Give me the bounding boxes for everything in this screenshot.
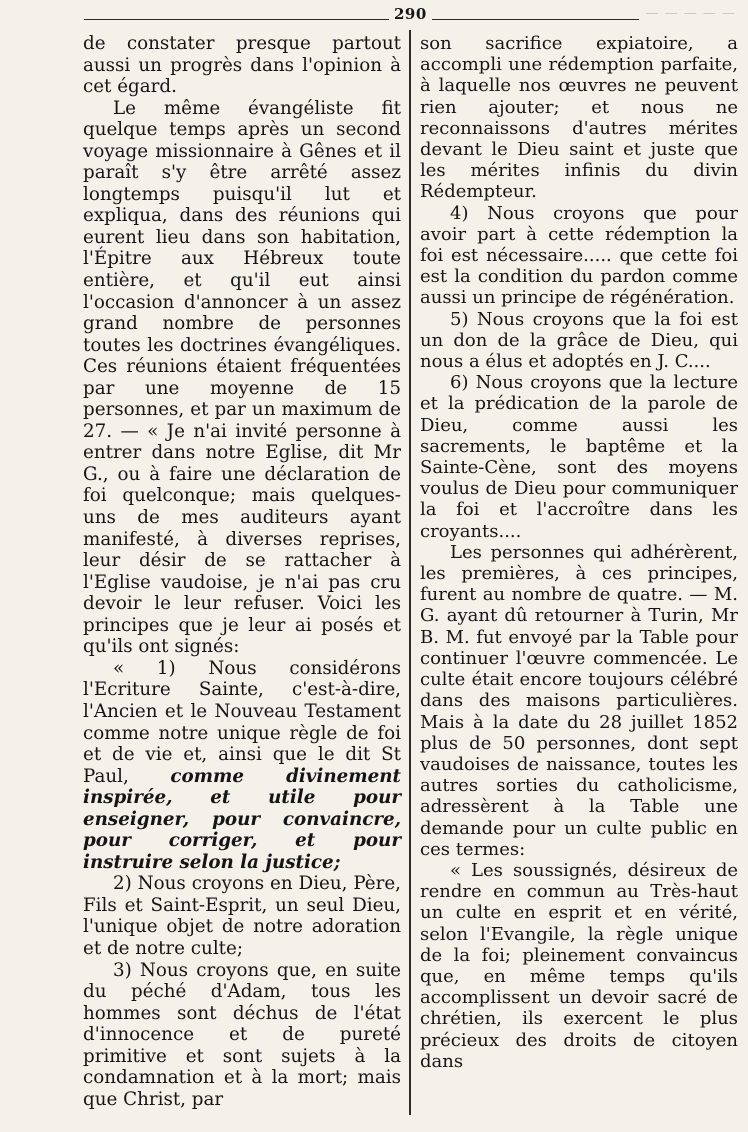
right-column — [420, 33, 738, 1072]
paragraph: « Les soussignés, désireux de rendre en commun au Très-haut un culte en esprit et en vérité, selon l'Evangile, la règle unique de la foi; pleinement convaincus que, en même temps qu'ils accomplissent un devoir sacré de chrétien, ils exercent le plus précieux des droits de citoyen dans — [420, 859, 738, 1072]
paragraph: de constater presque partout aussi un progrès dans l'opinion à cet égard. — [83, 33, 401, 98]
italic-quote: comme divinement inspirée, et utile pour enseigner, pour convaincre, pour corriger, et pour instruire selon la justice; — [83, 765, 401, 873]
paragraph — [83, 658, 401, 873]
column-divider — [409, 30, 411, 1115]
page-number: 290 — [389, 5, 432, 23]
left-column — [83, 33, 401, 1110]
paragraph: 5) Nous croyons que la foi est un don de la grâce de Dieu, qui nous a élus et adoptés en J. C.... — [420, 308, 738, 373]
paragraph: son sacrifice expiatoire, a accompli une rédemption parfaite, à laquelle nos œuvres ne peuvent rien ajouter; et nous ne reconnaissons d'autres mérites devant le Dieu saint et juste que les mérites infinis du divin Rédempteur. — [420, 33, 738, 203]
bleed-through-text: — — — — — — [639, 6, 736, 21]
paragraph: Les personnes qui adhérèrent, les premières, à ces principes, furent au nombre de quatre. — M. G. ayant dû retourner à Turin, Mr B. M. fut envoyé par la Table pour continuer l'œuvre commencée. Le culte était encore toujours célébré dans des maisons particulières. Mais à la date du 28 juillet 1852 plus de 50 personnes, dont sept vaudoises de naissance, toutes les autres sorties du catholicisme, adressèrent à la Table une demande pour un culte public en ces termes: — [420, 541, 738, 860]
paragraph: 4) Nous croyons que pour avoir part à cette rédemption la foi est nécessaire..... que cette foi est la condition du pardon comme aussi un principe de régénération. — [420, 202, 738, 309]
paragraph: 6) Nous croyons que la lecture et la prédication de la parole de Dieu, comme aussi les sacrements, le baptême et la Sainte-Cène, sont des moyens voulus de Dieu pour communiquer la foi et l'accroître dans les croyants.... — [420, 372, 738, 542]
page-header — [84, 6, 736, 26]
paragraph: 3) Nous croyons que, en suite du péché d'Adam, tous les hommes sont déchus de l'état d'innocence et de pureté primitive et sont sujets à la condamnation et à la mort; mais que Christ, par — [83, 959, 401, 1110]
paragraph-text: « 1) Nous considérons l'Ecriture Sainte, c'est-à-dire, l'Ancien et le Nouveau Testament comme notre unique règle de foi et de vie et, ainsi que le dit St Paul, — [83, 657, 401, 787]
paragraph: 2) Nous croyons en Dieu, Père, Fils et Saint-Esprit, un seul Dieu, l'unique objet de notre adoration et de notre culte; — [83, 873, 401, 959]
paragraph: Le même évangéliste fit quelque temps après un second voyage missionnaire à Gênes et il paraît s'y être arrêté assez longtemps puisqu'il lut et expliqua, dans des réunions qui eurent lieu dans son habitation, l'Épitre aux Hébreux toute entière, et qu'il eut ainsi l'occasion d'annoncer à un assez grand nombre de personnes toutes les doctrines évangéliques. Ces réunions étaient fréquentées par une moyenne de 15 personnes, et par un maximum de 27. — « Je n'ai invité personne à entrer dans notre Eglise, dit Mr G., ou à faire une déclaration de foi quelconque; mais quelques-uns de mes auditeurs ayant manifesté, à diverses reprises, leur désir de se rattacher à l'Eglise vaudoise, je n'ai pas cru devoir le leur refuser. Voici les principes que je leur ai posés et qu'ils ont signés: — [83, 97, 401, 658]
